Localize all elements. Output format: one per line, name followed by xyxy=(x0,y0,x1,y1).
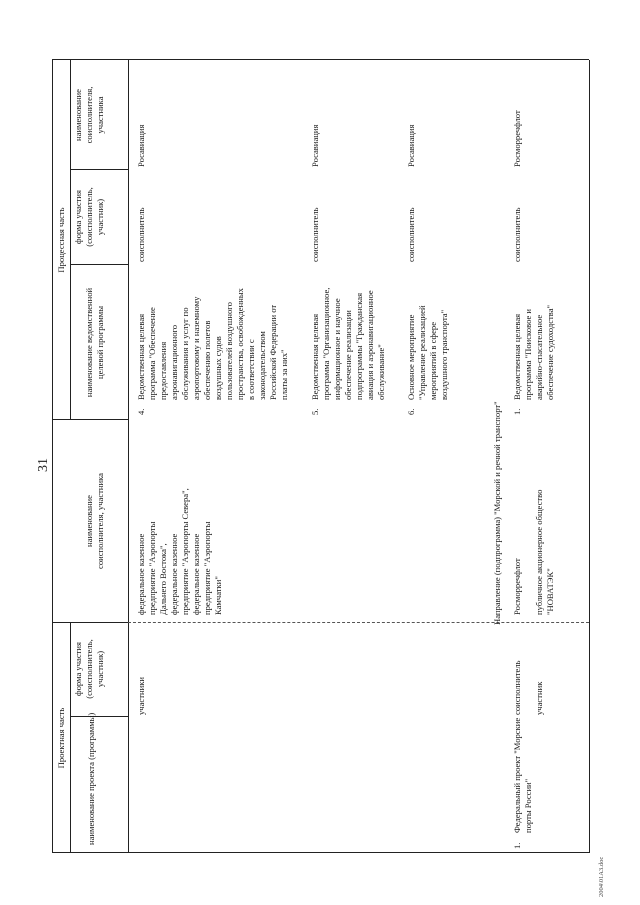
program-1-form: соисполнитель xyxy=(512,207,522,262)
project-form-participants: участники xyxy=(136,677,146,715)
table-border-top xyxy=(52,60,53,853)
program-5-title: Ведомственная целевая программа "Организационное, информационное и научное обеспечение реализации подпрограммы "Гражданская авиация и аэронавигационное обслуживание" xyxy=(310,287,386,400)
project-1-title: Федеральный проект "Морские порты России" xyxy=(512,717,533,833)
col-dashed-separator xyxy=(128,622,589,623)
rule-under-process-part xyxy=(70,60,71,420)
project-1-forms: соисполнитель участник xyxy=(512,660,544,715)
program-5-participant: Росавиация xyxy=(310,124,320,167)
header-participation-form: форма участия (соисполнитель, участник) xyxy=(73,639,105,699)
page-number: 31 xyxy=(36,458,51,472)
col-divider-process-name xyxy=(70,169,128,170)
footer-code: 2004\01A3.doc xyxy=(598,856,605,897)
project-1-participants: Росморречфлот публичное акционерное общество "НОВАТЭК" xyxy=(512,489,555,615)
program-5-number: 5. xyxy=(310,408,320,415)
program-6-title: Основное мероприятие "Управление реализацией мероприятий в сфере воздушного транспорта" xyxy=(406,305,449,400)
col-divider-project-form xyxy=(70,716,128,717)
section-title: Направление (подпрограмма) "Морской и речной транспорт" xyxy=(492,401,502,625)
header-process-part: Процессная часть xyxy=(56,207,66,273)
header-coexecutor-name-2: наименование соисполнителя, участника xyxy=(73,86,105,144)
rule-under-project-part xyxy=(70,623,71,853)
header-participation-form-2: форма участия (соисполнитель, участник) xyxy=(73,187,105,247)
program-1-participant: Росморречфлот xyxy=(512,110,522,167)
project-participant-list: федеральное казенное предприятие "Аэропорты Дальнего Востока", федеральное казенное предприятие "Аэропорты Севера", федеральное казенное предприятие "Аэропорты Камчатки" xyxy=(136,488,223,615)
program-4-participant: Росавиация xyxy=(136,124,146,167)
program-4-form: соисполнитель xyxy=(136,207,146,262)
program-4-title: Ведомственная целевая программа "Обеспечение предоставления аэронавигационного обслуживания и услуг по аэропортовому и наземному обеспечению полетов воздушных судов пользователей воздушного пространства, освобожденных в соответствии с законодательством Российской Федерации от платы за них" xyxy=(136,288,289,400)
header-project-part: Проектная часть xyxy=(56,707,66,769)
col-divider-process-form xyxy=(70,264,128,265)
table-border-right xyxy=(52,59,589,60)
program-6-participant: Росавиация xyxy=(406,124,416,167)
project-1-number: 1. xyxy=(512,842,522,849)
program-1-number: 1. xyxy=(512,408,522,415)
table-border-left xyxy=(52,852,589,853)
program-6-form: соисполнитель xyxy=(406,207,416,262)
table-border-bottom xyxy=(589,60,590,853)
header-project-name: наименование проекта (программы) xyxy=(86,712,96,845)
program-4-number: 4. xyxy=(136,408,146,415)
header-coexecutor-name: наименование соисполнителя, участника xyxy=(84,473,105,569)
table-header-bottom xyxy=(128,60,129,853)
program-6-number: 6. xyxy=(406,408,416,415)
program-5-form: соисполнитель xyxy=(310,207,320,262)
program-1-title: Ведомственная целевая программа "Поисковое и аварийно-спасательное обеспечение судоходства" xyxy=(512,304,555,400)
header-dept-program-name: наименование ведомственной целевой программы xyxy=(84,287,105,398)
